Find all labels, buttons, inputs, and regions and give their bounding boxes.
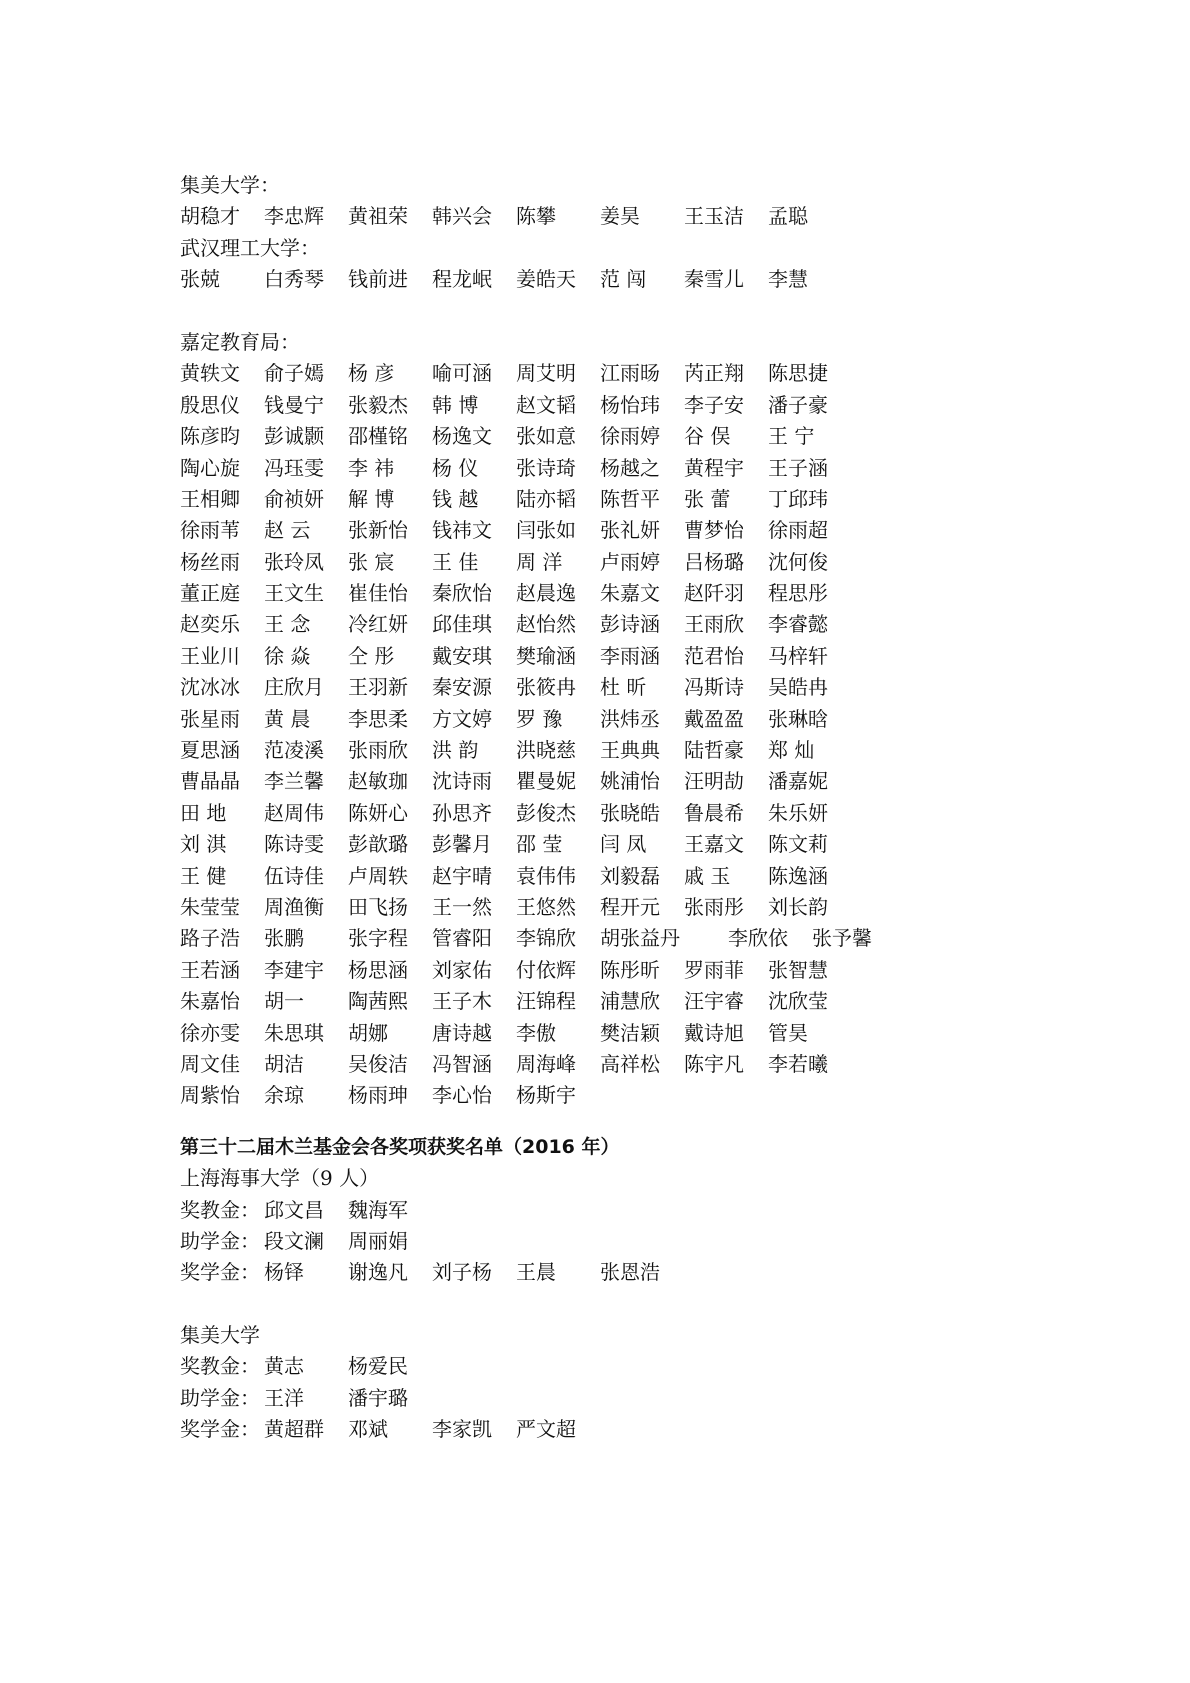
jiading-name-list xyxy=(180,358,1080,1111)
name-row xyxy=(180,955,1080,986)
name: 胡一 xyxy=(264,989,304,1014)
name: 潘子豪 xyxy=(768,392,828,417)
name: 王子木 xyxy=(432,989,492,1014)
name: 杨铎 xyxy=(264,1260,304,1285)
name: 程龙岷 xyxy=(432,267,492,292)
name: 钱前进 xyxy=(348,267,408,292)
name: 李若曦 xyxy=(768,1051,828,1076)
name: 陆哲豪 xyxy=(684,738,744,763)
name: 王一然 xyxy=(432,894,492,919)
name: 沈何俊 xyxy=(768,549,828,574)
award-label: 奖学金： xyxy=(180,1417,260,1442)
name: 张恩浩 xyxy=(600,1260,660,1285)
name: 吕杨璐 xyxy=(684,549,744,574)
name: 刘家佑 xyxy=(432,957,492,982)
name: 刘毅磊 xyxy=(600,863,660,888)
name: 李慧 xyxy=(768,267,808,292)
name: 沈诗雨 xyxy=(432,769,492,794)
name: 胡张益丹 xyxy=(600,926,680,951)
name-row xyxy=(180,798,1080,829)
name: 李思柔 xyxy=(348,706,408,731)
name: 唐诗越 xyxy=(432,1020,492,1045)
name: 张智慧 xyxy=(768,957,828,982)
name: 程思彤 xyxy=(768,581,828,606)
award-title: 第三十二届木兰基金会各奖项获奖名单（2016 年） xyxy=(180,1135,620,1158)
name: 沈欣莹 xyxy=(768,989,828,1014)
name: 吴皓冉 xyxy=(768,675,828,700)
name: 张雨彤 xyxy=(684,894,744,919)
document-page xyxy=(180,170,1080,1446)
name: 黄祖荣 xyxy=(348,204,408,229)
name: 王 健 xyxy=(180,863,227,888)
name: 朱乐妍 xyxy=(768,800,828,825)
name: 钱曼宁 xyxy=(264,392,324,417)
name: 潘宇璐 xyxy=(348,1385,408,1410)
name: 张筱冉 xyxy=(516,675,576,700)
name: 杨 彦 xyxy=(348,361,395,386)
name-row xyxy=(180,578,1080,609)
name: 杨怡玮 xyxy=(600,392,660,417)
smu-award-list xyxy=(180,1195,1080,1289)
name: 黄 晨 xyxy=(264,706,311,731)
name: 魏海军 xyxy=(348,1197,408,1222)
name: 赵敏珈 xyxy=(348,769,408,794)
name: 杨越之 xyxy=(600,455,660,480)
name: 伍诗佳 xyxy=(264,863,324,888)
name: 樊洁颖 xyxy=(600,1020,660,1045)
name: 彭诚颢 xyxy=(264,424,324,449)
name: 邓斌 xyxy=(348,1417,388,1442)
name-row xyxy=(180,453,1080,484)
name: 陈哲平 xyxy=(600,486,660,511)
name: 王业川 xyxy=(180,643,240,668)
name: 洪晓慈 xyxy=(516,738,576,763)
name: 张玲凤 xyxy=(264,549,324,574)
name: 姜昊 xyxy=(600,204,640,229)
name: 郑 灿 xyxy=(768,738,815,763)
name: 汪宇睿 xyxy=(684,989,744,1014)
name: 王 念 xyxy=(264,612,311,637)
name: 冷红妍 xyxy=(348,612,408,637)
name: 赵阡羽 xyxy=(684,581,744,606)
section-heading-smu: 上海海事大学（9 人） xyxy=(180,1166,380,1191)
name: 王典典 xyxy=(600,738,660,763)
name: 徐雨超 xyxy=(768,518,828,543)
name-row xyxy=(180,672,1080,703)
name: 瞿曼妮 xyxy=(516,769,576,794)
name-row xyxy=(180,547,1080,578)
name-row xyxy=(180,735,1080,766)
name: 韩兴会 xyxy=(432,204,492,229)
name: 高祥松 xyxy=(600,1051,660,1076)
name-row xyxy=(180,1018,1080,1049)
name-row xyxy=(180,923,1080,954)
name: 王悠然 xyxy=(516,894,576,919)
award-label: 奖教金： xyxy=(180,1354,260,1379)
name-row xyxy=(180,986,1080,1017)
name: 白秀琴 xyxy=(264,267,324,292)
name-row xyxy=(180,484,1080,515)
name: 邱佳琪 xyxy=(432,612,492,637)
name: 彭馨月 xyxy=(432,832,492,857)
name: 张星雨 xyxy=(180,706,240,731)
name: 王洋 xyxy=(264,1385,304,1410)
name: 洪 韵 xyxy=(432,738,479,763)
name-row xyxy=(180,609,1080,640)
name-row xyxy=(180,829,1080,860)
name: 崔佳怡 xyxy=(348,581,408,606)
name: 姚浦怡 xyxy=(600,769,660,794)
name: 冯智涵 xyxy=(432,1051,492,1076)
name: 周艾明 xyxy=(516,361,576,386)
name: 王嘉文 xyxy=(684,832,744,857)
name: 王晨 xyxy=(516,1260,556,1285)
name: 李傲 xyxy=(516,1020,556,1045)
name: 张毅杰 xyxy=(348,392,408,417)
name: 黄超群 xyxy=(264,1417,324,1442)
name: 秦雪儿 xyxy=(684,267,744,292)
name: 潘嘉妮 xyxy=(768,769,828,794)
name: 刘子杨 xyxy=(432,1260,492,1285)
name: 韩 博 xyxy=(432,392,479,417)
name: 彭俊杰 xyxy=(516,800,576,825)
award-row xyxy=(180,1257,1080,1288)
name: 董正庭 xyxy=(180,581,240,606)
section-heading-jiading: 嘉定教育局： xyxy=(180,329,300,354)
name: 沈冰冰 xyxy=(180,675,240,700)
name: 洪炜丞 xyxy=(600,706,660,731)
name: 王羽新 xyxy=(348,675,408,700)
name: 钱祎文 xyxy=(432,518,492,543)
name: 刘 淇 xyxy=(180,832,227,857)
name: 罗雨菲 xyxy=(684,957,744,982)
name: 周 洋 xyxy=(516,549,563,574)
name: 方文婷 xyxy=(432,706,492,731)
name: 夏思涵 xyxy=(180,738,240,763)
name: 杨逸文 xyxy=(432,424,492,449)
name: 范 闯 xyxy=(600,267,647,292)
award-row xyxy=(180,1351,1080,1382)
name: 冯斯诗 xyxy=(684,675,744,700)
name: 冯珏雯 xyxy=(264,455,324,480)
name: 徐 焱 xyxy=(264,643,311,668)
name: 周渔衡 xyxy=(264,894,324,919)
name: 邱文昌 xyxy=(264,1197,324,1222)
name: 邵槿铭 xyxy=(348,424,408,449)
name: 仝 彤 xyxy=(348,643,395,668)
name: 周丽娟 xyxy=(348,1228,408,1253)
name: 庄欣月 xyxy=(264,675,324,700)
name: 黄轶文 xyxy=(180,361,240,386)
name: 李锦欣 xyxy=(516,926,576,951)
name: 戴安琪 xyxy=(432,643,492,668)
name: 吴俊洁 xyxy=(348,1051,408,1076)
name: 赵 云 xyxy=(264,518,311,543)
name: 周文佳 xyxy=(180,1051,240,1076)
name: 戚 玉 xyxy=(684,863,731,888)
name: 李睿懿 xyxy=(768,612,828,637)
name: 芮正翔 xyxy=(684,361,744,386)
name: 汪明劼 xyxy=(684,769,744,794)
name: 路子浩 xyxy=(180,926,240,951)
name: 余琼 xyxy=(264,1083,304,1108)
spacer xyxy=(180,296,1080,327)
name: 李家凯 xyxy=(432,1417,492,1442)
name: 彭诗涵 xyxy=(600,612,660,637)
name: 解 博 xyxy=(348,486,395,511)
spacer xyxy=(180,1289,1080,1320)
name: 管昊 xyxy=(768,1020,808,1045)
name: 杨丝雨 xyxy=(180,549,240,574)
name: 陈逸涵 xyxy=(768,863,828,888)
name: 张琳晗 xyxy=(768,706,828,731)
section-heading-jimei-award: 集美大学 xyxy=(180,1323,260,1348)
name: 徐雨苇 xyxy=(180,518,240,543)
name: 丁邱玮 xyxy=(768,486,828,511)
name: 袁伟伟 xyxy=(516,863,576,888)
name-row xyxy=(180,421,1080,452)
name: 杜 昕 xyxy=(600,675,647,700)
name: 俞祯妍 xyxy=(264,486,324,511)
name: 赵奕乐 xyxy=(180,612,240,637)
name: 张 蕾 xyxy=(684,486,731,511)
name: 陆亦韬 xyxy=(516,486,576,511)
name: 浦慧欣 xyxy=(600,989,660,1014)
name-row xyxy=(180,861,1080,892)
name: 赵宇晴 xyxy=(432,863,492,888)
name: 张新怡 xyxy=(348,518,408,543)
name: 张兢 xyxy=(180,267,220,292)
name: 陈攀 xyxy=(516,204,556,229)
name-row xyxy=(180,641,1080,672)
name: 王子涵 xyxy=(768,455,828,480)
name: 李建宇 xyxy=(264,957,324,982)
name: 喻可涵 xyxy=(432,361,492,386)
name: 李欣依 xyxy=(728,926,788,951)
name: 李心怡 xyxy=(432,1083,492,1108)
name: 王玉洁 xyxy=(684,204,744,229)
name: 管睿阳 xyxy=(432,926,492,951)
name: 戴盈盈 xyxy=(684,706,744,731)
name-row xyxy=(180,201,1080,232)
name: 张鹏 xyxy=(264,926,304,951)
name: 范君怡 xyxy=(684,643,744,668)
name: 朱嘉怡 xyxy=(180,989,240,1014)
name: 朱思琪 xyxy=(264,1020,324,1045)
name-row xyxy=(180,766,1080,797)
award-row xyxy=(180,1195,1080,1226)
name: 陶心旋 xyxy=(180,455,240,480)
name: 姜皓天 xyxy=(516,267,576,292)
name: 徐亦雯 xyxy=(180,1020,240,1045)
award-row xyxy=(180,1226,1080,1257)
name: 杨 仪 xyxy=(432,455,479,480)
name: 王文生 xyxy=(264,581,324,606)
name: 田飞扬 xyxy=(348,894,408,919)
spacer xyxy=(180,1112,1080,1132)
name-row xyxy=(180,515,1080,546)
name: 刘长韵 xyxy=(768,894,828,919)
name: 周海峰 xyxy=(516,1051,576,1076)
award-label: 助学金： xyxy=(180,1228,260,1253)
name-row xyxy=(180,704,1080,735)
name: 陈思捷 xyxy=(768,361,828,386)
name: 鲁晨希 xyxy=(684,800,744,825)
name: 张予馨 xyxy=(812,926,872,951)
name: 曹晶晶 xyxy=(180,769,240,794)
name: 江雨旸 xyxy=(600,361,660,386)
name: 程开元 xyxy=(600,894,660,919)
name: 陈宇凡 xyxy=(684,1051,744,1076)
name: 卢雨婷 xyxy=(600,549,660,574)
name: 秦欣怡 xyxy=(432,581,492,606)
name: 陈彤昕 xyxy=(600,957,660,982)
name: 杨爱民 xyxy=(348,1354,408,1379)
name: 李 祎 xyxy=(348,455,395,480)
name: 张字程 xyxy=(348,926,408,951)
section-heading-jimei: 集美大学： xyxy=(180,173,280,197)
name: 陈彦昀 xyxy=(180,424,240,449)
name: 樊瑜涵 xyxy=(516,643,576,668)
jimei-award-list xyxy=(180,1351,1080,1445)
name: 曹梦怡 xyxy=(684,518,744,543)
name: 闫张如 xyxy=(516,518,576,543)
name: 段文澜 xyxy=(264,1228,324,1253)
award-row xyxy=(180,1383,1080,1414)
name: 李子安 xyxy=(684,392,744,417)
name: 王雨欣 xyxy=(684,612,744,637)
name: 张 宸 xyxy=(348,549,395,574)
name-row xyxy=(180,892,1080,923)
name-row xyxy=(180,358,1080,389)
name: 杨斯宇 xyxy=(516,1083,576,1108)
section-heading-wuhan: 武汉理工大学： xyxy=(180,235,320,260)
name: 卢周轶 xyxy=(348,863,408,888)
name: 孟聪 xyxy=(768,204,808,229)
name: 赵怡然 xyxy=(516,612,576,637)
award-label: 奖学金： xyxy=(180,1260,260,1285)
name: 胡稳才 xyxy=(180,204,240,229)
name: 赵晨逸 xyxy=(516,581,576,606)
name: 王相卿 xyxy=(180,486,240,511)
name: 黄志 xyxy=(264,1354,304,1379)
name: 赵周伟 xyxy=(264,800,324,825)
name: 赵文韬 xyxy=(516,392,576,417)
award-row xyxy=(180,1414,1080,1445)
name: 严文超 xyxy=(516,1417,576,1442)
name: 张晓皓 xyxy=(600,800,660,825)
name: 闫 凤 xyxy=(600,832,647,857)
name-row xyxy=(180,1049,1080,1080)
name: 徐雨婷 xyxy=(600,424,660,449)
award-label: 助学金： xyxy=(180,1385,260,1410)
name: 李雨涵 xyxy=(600,643,660,668)
name: 谷 俣 xyxy=(684,424,731,449)
name: 李兰馨 xyxy=(264,769,324,794)
name: 罗 豫 xyxy=(516,706,563,731)
name: 俞子嫣 xyxy=(264,361,324,386)
name: 王若涵 xyxy=(180,957,240,982)
name: 陈妍心 xyxy=(348,800,408,825)
name: 殷思仪 xyxy=(180,392,240,417)
name: 秦安源 xyxy=(432,675,492,700)
name: 胡洁 xyxy=(264,1051,304,1076)
name: 张礼妍 xyxy=(600,518,660,543)
name: 王 宁 xyxy=(768,424,815,449)
name: 付依辉 xyxy=(516,957,576,982)
name: 张雨欣 xyxy=(348,738,408,763)
name: 马梓轩 xyxy=(768,643,828,668)
name: 胡娜 xyxy=(348,1020,388,1045)
name: 田 地 xyxy=(180,800,227,825)
name: 李忠辉 xyxy=(264,204,324,229)
name: 范凌溪 xyxy=(264,738,324,763)
name-row xyxy=(180,390,1080,421)
name: 杨思涵 xyxy=(348,957,408,982)
name: 孙思齐 xyxy=(432,800,492,825)
name: 王 佳 xyxy=(432,549,479,574)
name: 陶茜熙 xyxy=(348,989,408,1014)
name: 戴诗旭 xyxy=(684,1020,744,1045)
name: 陈诗雯 xyxy=(264,832,324,857)
name: 黄程宇 xyxy=(684,455,744,480)
name-row xyxy=(180,264,1080,295)
name: 谢逸凡 xyxy=(348,1260,408,1285)
name: 杨雨珅 xyxy=(348,1083,408,1108)
name: 张诗琦 xyxy=(516,455,576,480)
award-label: 奖教金： xyxy=(180,1197,260,1222)
name: 朱莹莹 xyxy=(180,894,240,919)
name: 钱 越 xyxy=(432,486,479,511)
name: 陈文莉 xyxy=(768,832,828,857)
name-row xyxy=(180,1080,1080,1111)
name: 张如意 xyxy=(516,424,576,449)
name: 周紫怡 xyxy=(180,1083,240,1108)
name: 朱嘉文 xyxy=(600,581,660,606)
name: 邵 莹 xyxy=(516,832,563,857)
name: 汪锦程 xyxy=(516,989,576,1014)
name: 彭歆璐 xyxy=(348,832,408,857)
